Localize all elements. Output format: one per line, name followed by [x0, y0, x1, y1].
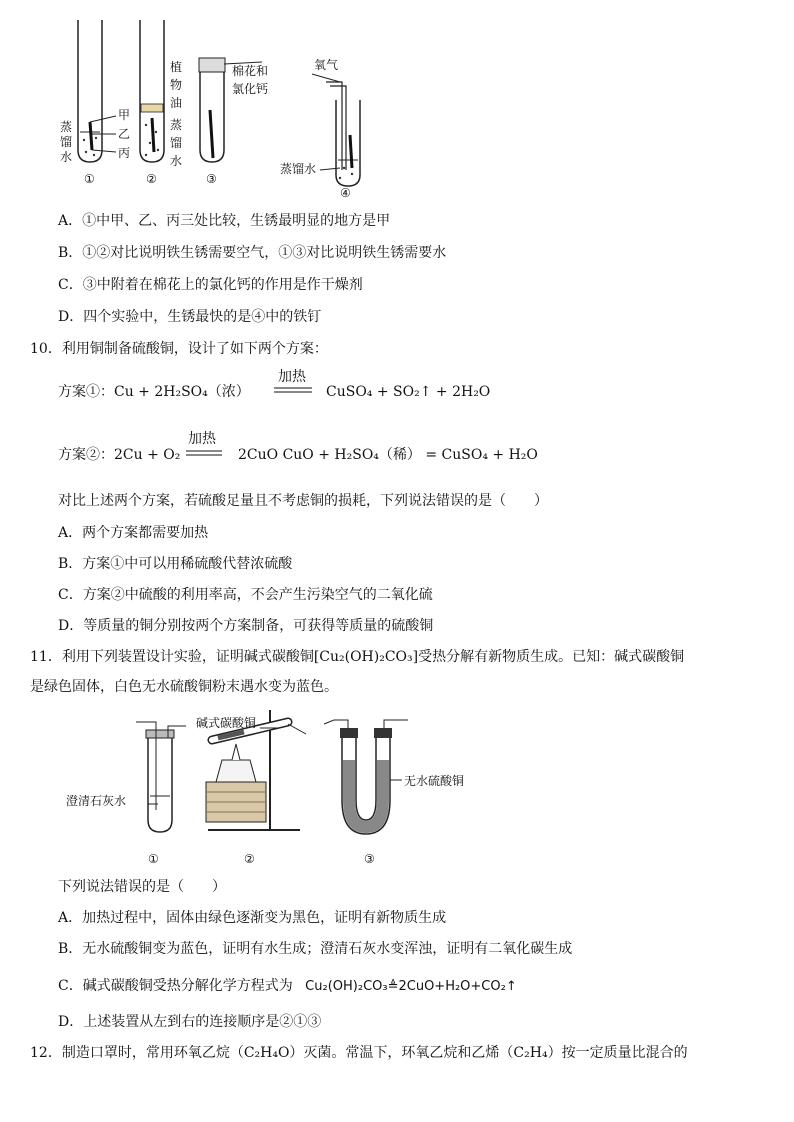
q9-option-a: A．①中甲、乙、丙三处比较，生锈最明显的地方是甲	[58, 213, 391, 229]
q10-option-a: A．两个方案都需要加热	[58, 525, 209, 541]
tube2-number: ②	[146, 172, 157, 186]
apparatus-number-2: ②	[244, 852, 255, 866]
tube1-label-shui: 水	[60, 150, 73, 164]
tube1-label-zheng: 蒸	[60, 120, 73, 134]
tube2-label-3: 油	[170, 96, 183, 110]
q11-question: 下列说法错误的是（ ）	[58, 879, 226, 895]
tube2-label-2: 物	[170, 78, 183, 92]
tube2-label-5: 馏	[170, 136, 183, 150]
label-lime-water: 澄清石灰水	[66, 794, 127, 808]
q10-plan2-condition: 加热	[188, 431, 216, 447]
q10-plan2-equals-sign	[186, 449, 226, 459]
q9-option-d: D．四个实验中，生锈最快的是④中的铁钉	[58, 309, 322, 325]
q10-plan1-right: CuSO₄ + SO₂↑ + 2H₂O	[326, 384, 491, 400]
q11-stem-line1: 11．利用下列装置设计实验，证明碱式碳酸铜[Cu₂(OH)₂CO₃]受热分解有新物质生成。已知：碱式碳酸铜	[30, 649, 685, 665]
tube2-label-4: 蒸	[170, 118, 183, 132]
tube4-label-water: 蒸馏水	[280, 162, 317, 176]
tube1-label-bing: 丙	[118, 146, 131, 160]
apparatus-drawing	[0, 700, 794, 880]
q10-stem: 10．利用铜制备硫酸铜，设计了如下两个方案：	[30, 341, 328, 357]
apparatus-number-3: ③	[364, 852, 375, 866]
q10-plan2-right: 2CuO CuO + H₂SO₄（稀） = CuSO₄ + H₂O	[238, 447, 538, 463]
q11-option-b: B．无水硫酸铜变为蓝色，证明有水生成；澄清石灰水变浑浊，证明有二氧化碳生成	[58, 941, 573, 957]
tube1-label-jia: 甲	[118, 108, 131, 122]
tube1-label-liu: 馏	[60, 135, 73, 149]
q10-question: 对比上述两个方案，若硫酸足量且不考虑铜的损耗，下列说法错误的是（ ）	[58, 493, 548, 509]
q10-plan2-left: 方案②：2Cu + O₂	[58, 447, 181, 463]
tube4-label-oxygen: 氧气	[314, 58, 339, 72]
q11-option-c-equation: Cu₂(OH)₂CO₃≜2CuO+H₂O+CO₂↑	[305, 979, 517, 994]
q11-option-d: D．上述装置从左到右的连接顺序是②①③	[58, 1014, 322, 1030]
q9-option-b: B．①②对比说明铁生锈需要空气，①③对比说明铁生锈需要水	[58, 245, 447, 261]
label-basic-copper-carbonate: 碱式碳酸铜	[196, 716, 257, 730]
tube1-number: ①	[84, 172, 95, 186]
q11-option-a: A．加热过程中，固体由绿色逐渐变为黑色，证明有新物质生成	[58, 910, 447, 926]
tube3-number: ③	[206, 172, 217, 186]
q9-option-c: C．③中附着在棉花上的氯化钙的作用是作干燥剂	[58, 277, 363, 293]
label-anhydrous-copper-sulfate: 无水硫酸铜	[404, 774, 465, 788]
q11-stem-line2: 是绿色固体，白色无水硫酸铜粉末遇水变为蓝色。	[30, 679, 338, 695]
tube2-label-6: 水	[170, 154, 183, 168]
tube4-number: ④	[340, 186, 351, 200]
tube2-label-1: 植	[170, 60, 183, 74]
q11-option-c-text: C．碱式碳酸铜受热分解化学方程式为	[58, 978, 293, 994]
q10-plan1-equals-sign	[274, 386, 314, 396]
apparatus-number-1: ①	[148, 852, 159, 866]
q10-option-c: C．方案②中硫酸的利用率高，不会产生污染空气的二氧化硫	[58, 587, 433, 603]
q10-plan1-condition: 加热	[278, 369, 306, 385]
tube1-label-yi: 乙	[118, 127, 131, 141]
q10-option-d: D．等质量的铜分别按两个方案制备，可获得等质量的硫酸铜	[58, 618, 434, 634]
tube3-label-cotton: 棉花和	[232, 64, 269, 78]
tube-1-drawing	[0, 0, 794, 200]
q11-option-c	[58, 977, 517, 996]
q10-option-b: B．方案①中可以用稀硫酸代替浓硫酸	[58, 556, 293, 572]
q10-plan1-left: 方案①：Cu + 2H₂SO₄（浓）	[58, 384, 250, 400]
tube3-label-cacl2: 氯化钙	[232, 82, 269, 96]
q12-stem: 12．制造口罩时，常用环氧乙烷（C₂H₄O）灭菌。常温下，环氧乙烷和乙烯（C₂H₄）按一定质量比混合的	[30, 1045, 688, 1061]
